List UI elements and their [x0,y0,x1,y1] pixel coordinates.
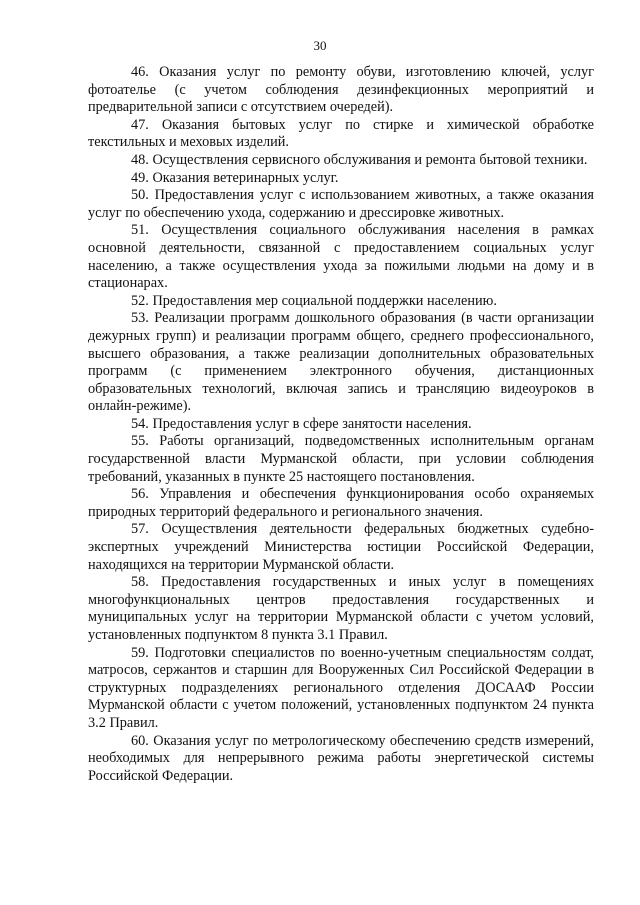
paragraph-48: 48. Осуществления сервисного обслуживания и ремонта бытовой техники. [131,151,588,168]
paragraph-50: 50. Предоставления услуг с использованием животных, а также оказания услуг по обеспечению ухода, содержанию и дрессировке животных. [88,187,594,221]
paragraph-60: 60. Оказания услуг по метрологическому обеспечению средств измерений, необходимых для непрерывного режима работы энергетической системы Российской Федерации. [88,732,594,784]
paragraph-54: 54. Предоставления услуг в сфере занятости населения. [131,415,472,432]
paragraph-58: 58. Предоставления государственных и иных услуг в помещениях многофункциональных центров предоставления государственных и муниципальных услуг на территории Мурманской области с учетом условий, установленных подпунктом 8 пункта 3.1 Правил. [88,574,594,643]
paragraph-55: 55. Работы организаций, подведомственных исполнительным органам государственной власти Мурманской области, при условии соблюдения требований, указанных в пункте 25 настоящего постановления. [88,433,594,485]
paragraph-59: 59. Подготовки специалистов по военно-учетным специальностям солдат, матросов, сержантов и старшин для Вооруженных Сил Российской Федерации в структурных подразделениях регионального отделения ДОСААФ России Мурманской области с учетом положений, установленных подпунктом 24 пункта 3.2 Правил. [88,644,594,731]
page-number: 30 [313,38,327,53]
paragraph-52: 52. Предоставления мер социальной поддержки населению. [131,292,497,309]
paragraph-49: 49. Оказания ветеринарных услуг. [131,169,339,186]
paragraph-47: 47. Оказания бытовых услуг по стирке и химической обработке текстильных и меховых изделий. [88,116,594,151]
paragraph-53: 53. Реализации программ дошкольного образования (в части организации дежурных групп) и реализации программ общего, среднего профессионального, высшего образования, а также реализации дополнительных образовательных программ (с применением электронного обучения, дистанционных образовательных технологий, включая запись и трансляцию видеоуроков в онлайн-режиме). [88,310,594,415]
paragraph-56: 56. Управления и обеспечения функционирования особо охраняемых природных территорий федерального и регионального значения. [88,486,594,520]
paragraph-51: 51. Осуществления социального обслуживания населения в рамках основной деятельности, связанной с предоставлением социальных услуг населению, а также осуществления ухода за пожилыми людьми на дому и в стационарах. [88,222,594,292]
paragraph-57: 57. Осуществления деятельности федеральных бюджетных судебно-экспертных учреждений Министерства юстиции Российской Федерации, находящихся на территории Мурманской области. [88,521,594,573]
paragraph-46: 46. Оказания услуг по ремонту обуви, изготовлению ключей, услуг фотоателье (с учетом соблюдения дезинфекционных мероприятий и предварительной записи с отсутствием очередей). [88,64,594,116]
document-body [88,64,594,785]
